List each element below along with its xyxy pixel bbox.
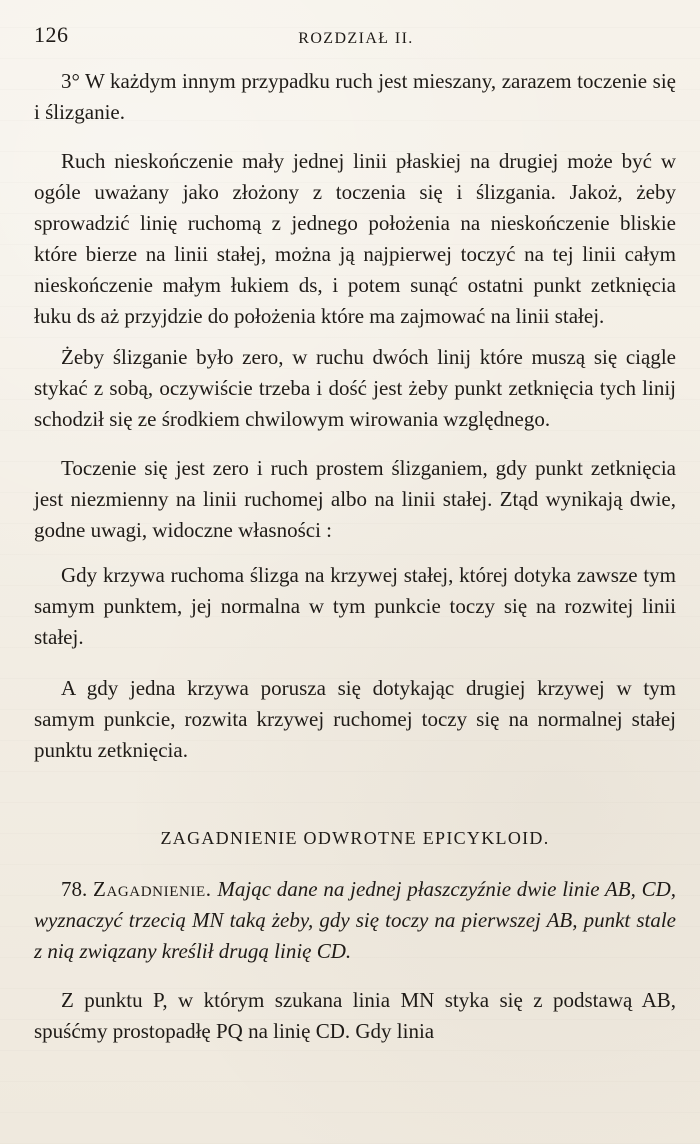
problem-label: Zagadnienie. [93, 877, 212, 901]
page-content [34, 66, 676, 1047]
paragraph-3: Żeby ślizganie było zero, w ruchu dwóch linij które muszą się ciągle stykać z sobą, oczywiście trzeba i dość jest żeby punkt zetknięcia tych linij schodził się ze środkiem chwilowym wirowania względnego. [34, 345, 676, 431]
running-head: ROZDZIAŁ II. [298, 30, 414, 47]
paragraph-2: Ruch nieskończenie mały jednej linii płaskiej na drugiej może być w ogóle uważany jako złożony z toczenia się i ślizgania. Jakoż, żeby sprowadzić linię ruchomą z jednego położenia na nieskończenie bliskie które bierze na linii stałej, można ją najpierwej toczyć na tej linii całym nieskończenie małym łukiem ds, i potem sunąć ostatni punkt zetknięcia łuku ds aż przyjdzie do położenia które ma zajmować na linii stałej. [34, 149, 676, 328]
section-title: ZAGADNIENIE ODWROTNE EPICYKLOID. [160, 828, 550, 848]
paragraph-1: 3° W każdym innym przypadku ruch jest mieszany, zarazem toczenie się i ślizganie. [34, 69, 676, 124]
paragraph-4: Toczenie się jest zero i ruch prostem ślizganiem, gdy punkt zetknięcia jest niezmienny na linii ruchomej albo na linii stałej. Ztąd wynikają dwie, godne uwagi, widoczne własności : [34, 456, 676, 542]
problem-statement: Mając dane na jednej płaszczyźnie dwie linie AB, CD, wyznaczyć trzecią MN taką żeby, gdy się toczy na pierwszej AB, punkt stale z nią związany kreślił drugą linię CD. [34, 877, 676, 963]
paragraph-5: Gdy krzywa ruchoma ślizga na krzywej stałej, której dotyka zawsze tym samym punktem, jej normalna w tym punkcie toczy się na rozwitej linii stałej. [34, 563, 676, 649]
page-header [34, 20, 678, 50]
page-number: 126 [34, 22, 69, 47]
final-paragraph: Z punktu P, w którym szukana linia MN styka się z podstawą AB, spuśćmy prostopadłę PQ na linię CD. Gdy linia [34, 988, 676, 1043]
paragraph-6: A gdy jedna krzywa porusza się dotykając drugiej krzywej w tym samym punkcie, rozwita krzywej ruchomej toczy się na normalnej stałej punktu zetknięcia. [34, 676, 676, 762]
problem-paragraph [34, 874, 676, 967]
problem-number: 78. [61, 877, 88, 901]
